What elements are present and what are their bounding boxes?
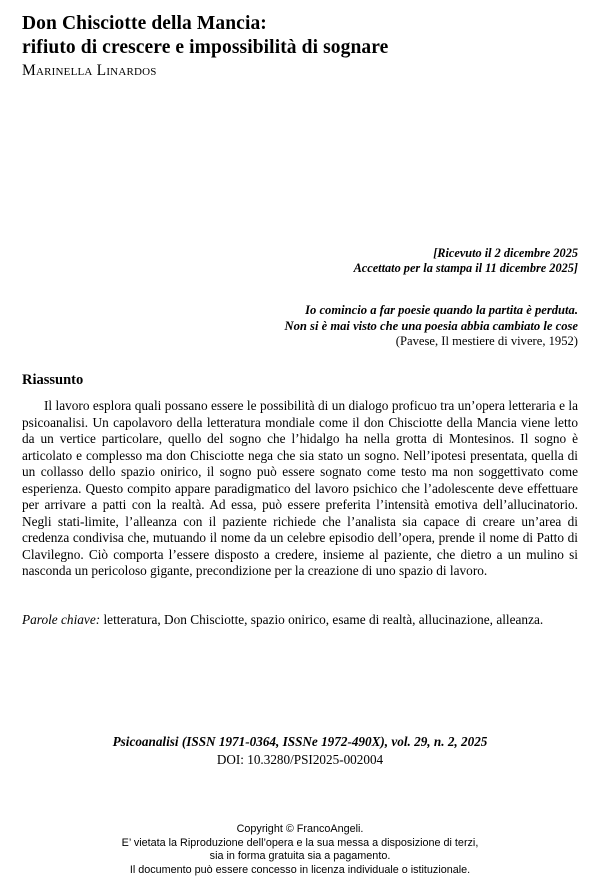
submission-dates — [158, 246, 578, 277]
epigraph-source: (Pavese, Il mestiere di vivere, 1952) — [395, 334, 578, 349]
accepted-date: Accettato per la stampa il 11 dicembre 2025] — [353, 261, 578, 276]
copyright-line-1: Copyright © FrancoAngeli. — [236, 823, 364, 835]
page-title-line-1: Don Chisciotte della Mancia: — [22, 13, 267, 34]
copyright-line-3: sia in forma gratuita sia a pagamento. — [209, 850, 391, 863]
copyright-line-2: E’ vietata la Riproduzione dell’opera e la sua messa a disposizione di terzi, — [121, 836, 479, 849]
received-date: [Ricevuto il 2 dicembre 2025 — [433, 246, 578, 260]
epigraph-line-2: Non si è mai visto che una poesia abbia cambiato le cose — [284, 318, 578, 333]
doi-reference: DOI: 10.3280/PSI2025-002004 — [216, 751, 384, 767]
abstract-heading: Riassunto — [22, 372, 84, 388]
author-name: Marinella Linardos — [22, 62, 157, 79]
keywords-label: Parole chiave: — [22, 612, 101, 627]
journal-citation — [0, 733, 600, 768]
keywords — [22, 612, 578, 629]
keywords-values: letteratura, Don Chisciotte, spazio onirico, esame di realtà, allucinazione, alleanza. — [100, 612, 544, 627]
epigraph-line-1: Io comincio a far poesie quando la partita è perduta. — [305, 303, 578, 317]
abstract-body: Il lavoro esplora quali possano essere le possibilità di un dialogo proficuo tra un’opera letteraria e la psicoanalisi. Un capolavoro della letteratura mondiale come il don Chisciotte della Mancia viene letto da un vertice particolare, quello del sogno che l’hidalgo ha nella grotta di Montesinos. Il sogno è articolato e complesso ma don Chisciotte nega che sia stato un sogno. Nell’ipotesi presentata, quella di un collasso dello spazio onirico, il sogno può essere sognato come testo ma non soggettivato come esperienza. Questo compito appare paradigmatico del lavoro psichico che l’adolescente deve effettuare per arrivare a patti con la realtà. Ad essa, può essere preferita l’intensità emotiva dell’allucinatorio. Negli stati-limite, l’alleanza con il paziente richiede che l’analista sia capace di creare un’area di credenza condivisa che, mutuando il nome da un celebre episodio dell’opera, prende il nome di Patto di Clavilegno. Ciò comporta l’essere disposto a credere, insieme al paziente, che dietro a un mulino si nasconda un pericoloso gigante, precondizione per la creazione di uno spazio di lavoro. — [22, 398, 578, 579]
copyright-footer — [0, 823, 600, 877]
journal-reference: Psicoanalisi (ISSN 1971-0364, ISSNe 1972-490X), vol. 29, n. 2, 2025 — [112, 734, 488, 749]
copyright-line-4: Il documento può essere concesso in licenza individuale o istituzionale. — [129, 863, 471, 876]
epigraph — [148, 303, 578, 350]
title-block — [22, 12, 578, 81]
page-title-line-2: rifiuto di crescere e impossibilità di sognare — [22, 36, 389, 58]
